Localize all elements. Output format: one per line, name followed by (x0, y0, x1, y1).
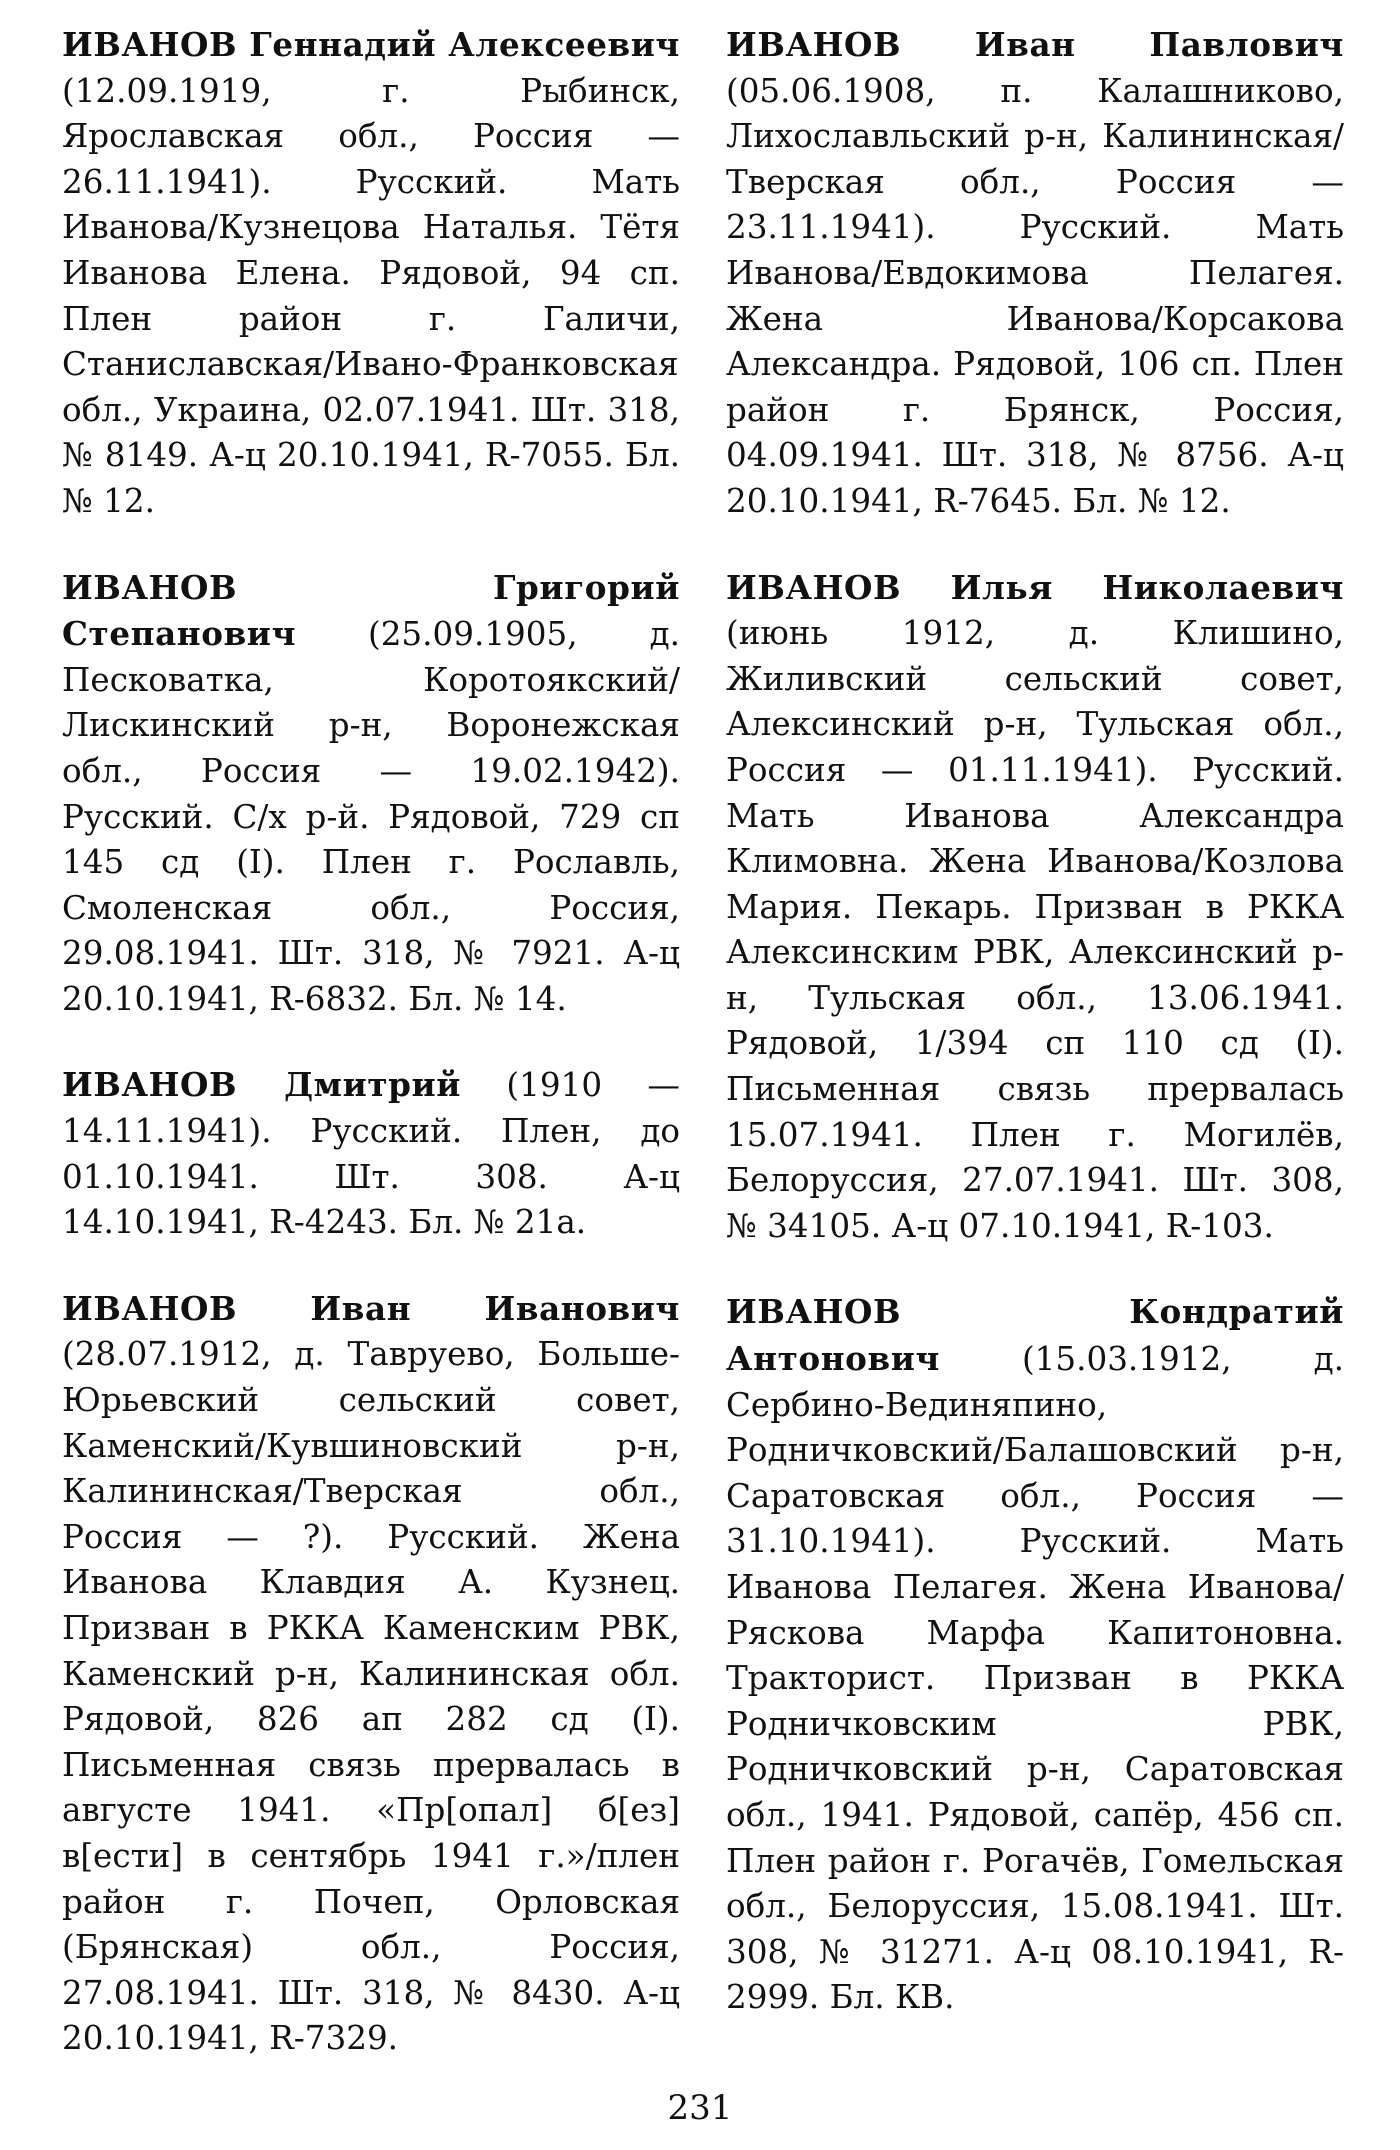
entry-ivanov-dmitriy (62, 1062, 680, 1245)
entry-text: (июнь 1912, д. Клишино, Жиливский сельский совет, Алексинский р-н, Тульская обл., Россия — 01.11.1941). Русский. Мать Иванова Александра Климовна. Жена Иванова/Козлова Мария. Пекарь. Призван в РККА Алексинским РВК, Алексинский р-н, Тульская обл., 13.06.1941. Рядовой, 1/394 сп 110 сд (I). Письменная связь прервалась 15.07.1941. Плен г. Могилёв, Белоруссия, 27.07.1941. Шт. 308, № 34105. А-ц 07.10.1941, R-103. (726, 614, 1344, 1245)
entry-text: (28.07.1912, д. Тавруево, Больше-Юрьевский сельский совет, Каменский/Кувшиновский р-н, Калининская/Тверская обл., Россия — ?). Русский. Жена Иванова Клавдия А. Кузнец. Призван в РККА Каменским РВК, Каменский р-н, Калининская обл. Рядовой, 826 ап 282 сд (I). Письменная связь прервалась в августе 1941. «Пр[опал] б[ез] в[ести] в сентябрь 1941 г.»/плен район г. Почеп, Орловская (Брянская) обл., Россия, 27.08.1941. Шт. 318, № 8430. А-ц 20.10.1941, R-7329. (62, 1335, 680, 2058)
entry-name: ИВАНОВ Григорий Степанович (62, 567, 680, 654)
entry-ivanov-ivan-ivanovich (62, 1286, 680, 2062)
page-number: 231 (667, 2088, 733, 2128)
book-page (62, 22, 1344, 2082)
entry-ivanov-kondratiy (726, 1289, 1344, 2021)
entry-name: ИВАНОВ Геннадий Алексеевич (62, 25, 680, 64)
entry-name: ИВАНОВ Илья Николаевич (726, 567, 1344, 607)
left-column (62, 22, 680, 2082)
entry-text: (1910 — 14.11.1941). Русский. Плен, до 01.10.1941. Шт. 308. А-ц 14.10.1941, R-4243. Бл. № 21а. (62, 1066, 680, 1242)
entry-ivanov-grigoriy (62, 565, 680, 1023)
entry-text: (15.03.1912, д. Сербино-Вединяпино, Родничковский/Балашовский р-н, Саратовская обл., Россия — 31.10.1941). Русский. Мать Иванова Пелагея. Жена Иванова/Ряскова Марфа Капитоновна. Тракторист. Призван в РККА Родничковским РВК, Родничковский р-н, Саратовская обл., 1941. Рядовой, сапёр, 456 сп. Плен район г. Рогачёв, Гомельская обл., Белоруссия, 15.08.1941. Шт. 308, № 31271. А-ц 08.10.1941, R-2999. Бл. КВ. (726, 1340, 1344, 2017)
entry-name: ИВАНОВ Дмитрий (62, 1065, 462, 1105)
entry-text: (12.09.1919, г. Рыбинск, Ярославская обл., Россия — 26.11.1941). Русский. Мать Иванова/Кузнецова Наталья. Тётя Иванова Елена. Рядовой, 94 сп. Плен район г. Галичи, Станиславская/Ивано-Франковская обл., Украина, 02.07.1941. Шт. 318, № 8149. А-ц 20.10.1941, R-7055. Бл. № 12. (62, 71, 680, 520)
entry-ivanov-ivan-pavlovich (726, 22, 1344, 525)
entry-name: ИВАНОВ Кондратий Антонович (726, 1292, 1344, 1379)
entry-text: (05.06.1908, п. Калашниково, Лихославльский р-н, Калининская/Тверская обл., Россия — 23.11.1941). Русский. Мать Иванова/Евдокимова Пелагея. Жена Иванова/Корсакова Александра. Рядовой, 106 сп. Плен район г. Брянск, Россия, 04.09.1941. Шт. 318, № 8756. А-ц 20.10.1941, R-7645. Бл. № 12. (726, 71, 1344, 520)
entry-ivanov-gennadiy (62, 22, 680, 525)
entry-text: (25.09.1905, д. Песковатка, Коротоякский/Лискинский р-н, Воронежская обл., Россия — 19.02.1942). Русский. С/х р-й. Рядовой, 729 сп 145 сд (I). Плен г. Рославль, Смоленская обл., Россия, 29.08.1941. Шт. 318, № 7921. А-ц 20.10.1941, R-6832. Бл. № 14. (62, 615, 680, 1018)
entry-name: ИВАНОВ Иван Павлович (726, 25, 1344, 64)
right-column (726, 22, 1344, 2082)
entry-ivanov-ilya (726, 565, 1344, 1250)
entry-name: ИВАНОВ Иван Иванович (62, 1288, 680, 1328)
